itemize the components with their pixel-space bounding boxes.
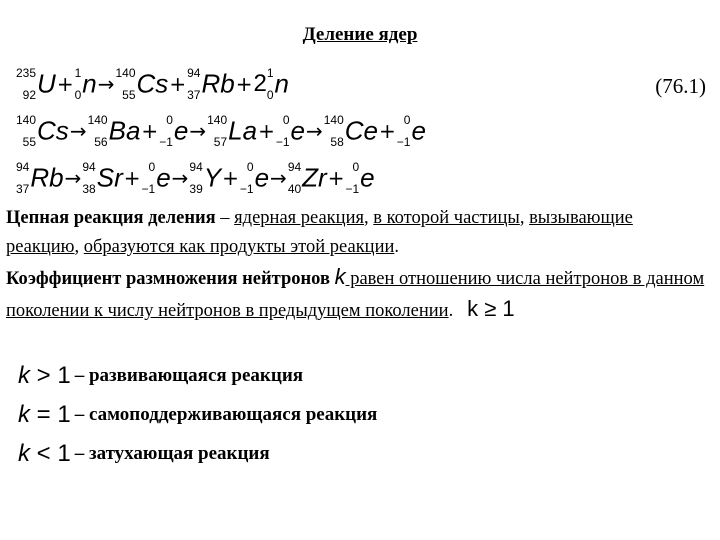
- mass-number: 94: [287, 160, 302, 174]
- mass-number: 94: [82, 160, 96, 174]
- nuclide: [267, 67, 289, 101]
- element-symbol: La: [228, 115, 258, 146]
- plus-operator: +: [56, 72, 74, 96]
- mass-number: 0: [403, 113, 411, 127]
- def-part: образуются как продукты этой реакции: [83, 237, 395, 257]
- mass-number: 140: [207, 113, 228, 127]
- coefficient: 2: [253, 70, 267, 97]
- dash: –: [215, 208, 235, 228]
- arrow-operator: →: [270, 166, 287, 190]
- element-symbol: Rb: [30, 162, 64, 193]
- mass-number: 140: [115, 66, 136, 80]
- nuclide: [187, 67, 235, 101]
- def-part: ядерная реакция: [234, 208, 364, 228]
- plus-operator: +: [169, 72, 187, 96]
- nuclide: [207, 114, 257, 148]
- arrow-operator: →: [64, 166, 82, 190]
- definition-paragraph: [6, 204, 706, 326]
- charge-number: −1: [396, 135, 411, 149]
- mass-number: 235: [16, 66, 37, 80]
- page-title: Деление ядер: [302, 24, 418, 45]
- nuclide: [16, 161, 64, 195]
- def-part: вызывающие реакцию: [6, 208, 633, 257]
- comma: ,: [363, 208, 374, 228]
- element-symbol: U: [37, 68, 56, 99]
- comma: ,: [74, 237, 84, 257]
- mass-number: 94: [189, 160, 203, 174]
- plus-operator: +: [141, 119, 159, 143]
- nuclide: [397, 114, 426, 148]
- nuclide: [159, 114, 188, 148]
- charge-number: −1: [159, 135, 173, 149]
- arrow-operator: →: [189, 119, 207, 143]
- nuclide: [324, 114, 378, 148]
- nuclide: [16, 114, 69, 148]
- element-symbol: Cs: [37, 115, 69, 146]
- condition-var: k: [18, 440, 30, 467]
- charge-number: −1: [239, 182, 254, 196]
- element-symbol: e: [254, 162, 270, 193]
- arrow-operator: →: [305, 119, 323, 143]
- mass-number: 94: [187, 66, 201, 80]
- charge-number: −1: [275, 135, 290, 149]
- k-inequality: k ≥ 1: [467, 296, 515, 321]
- equation-number: (76.1): [655, 74, 706, 98]
- comma: ,: [519, 208, 530, 228]
- nuclide: [16, 67, 56, 101]
- nuclide: [288, 161, 327, 195]
- term-chain-reaction: Цепная реакция деления: [6, 208, 216, 228]
- charge-number: 0: [266, 88, 274, 102]
- plus-operator: +: [235, 72, 253, 96]
- element-symbol: Zr: [302, 162, 327, 193]
- mass-number: 94: [16, 160, 30, 174]
- element-symbol: e: [411, 115, 426, 146]
- def-part: в которой частицы: [373, 208, 520, 228]
- mass-number: 140: [87, 113, 108, 127]
- nuclide: [240, 161, 269, 195]
- mass-number: 0: [352, 160, 360, 174]
- element-symbol: n: [274, 68, 289, 99]
- nuclide: [276, 114, 305, 148]
- charge-number: 0: [74, 88, 82, 102]
- condition-var: k: [18, 401, 30, 428]
- k-variable: k: [334, 264, 346, 289]
- charge-number: 92: [22, 88, 37, 102]
- mass-number: 1: [266, 66, 274, 80]
- charge-number: 40: [287, 182, 302, 196]
- charge-number: −1: [345, 182, 360, 196]
- element-symbol: e: [173, 115, 189, 146]
- nuclide: [345, 161, 374, 195]
- arrow-operator: →: [97, 72, 115, 96]
- element-symbol: Ba: [108, 115, 141, 146]
- condition-relation: = 1: [30, 401, 71, 428]
- element-symbol: Sr: [96, 162, 123, 193]
- arrow-operator: →: [171, 166, 189, 190]
- element-symbol: Rb: [201, 68, 235, 99]
- condition-relation: > 1: [30, 362, 71, 389]
- charge-number: 57: [213, 135, 228, 149]
- mass-number: 0: [246, 160, 254, 174]
- equation-line-1: [16, 64, 289, 104]
- charge-number: 55: [122, 88, 136, 102]
- plus-operator: +: [123, 166, 141, 190]
- equation-line-3: [16, 158, 375, 198]
- equation-line-2: [16, 111, 426, 151]
- nuclide: [88, 114, 141, 148]
- element-symbol: Cs: [136, 68, 169, 99]
- condition-relation: < 1: [30, 440, 71, 467]
- condition-subcritical: [18, 440, 270, 468]
- condition-text: – развивающаяся реакция: [74, 365, 304, 386]
- charge-number: 56: [94, 135, 108, 149]
- term-multiplication-factor: Коэффициент размножения нейтронов: [6, 269, 330, 289]
- period: .: [448, 301, 454, 321]
- nuclide: [116, 67, 169, 101]
- mass-number: 0: [166, 113, 173, 127]
- charge-number: 37: [16, 182, 30, 196]
- plus-operator: +: [327, 166, 345, 190]
- condition-text: – затухающая реакция: [74, 443, 270, 464]
- mass-number: 0: [282, 113, 290, 127]
- plus-operator: +: [379, 119, 396, 143]
- nuclide: [189, 161, 221, 195]
- condition-supercritical: [18, 362, 303, 390]
- condition-critical: [18, 401, 377, 429]
- element-symbol: Y: [203, 162, 222, 193]
- charge-number: 39: [189, 182, 203, 196]
- element-symbol: e: [290, 115, 305, 146]
- period: .: [394, 237, 400, 257]
- element-symbol: Ce: [344, 115, 379, 146]
- charge-number: −1: [141, 182, 156, 196]
- nuclide: [75, 67, 97, 101]
- plus-operator: +: [222, 166, 239, 190]
- condition-var: k: [18, 362, 30, 389]
- nuclide: [142, 161, 171, 195]
- element-symbol: n: [82, 68, 97, 99]
- mass-number: 0: [148, 160, 156, 174]
- plus-operator: +: [258, 119, 275, 143]
- mass-number: 140: [16, 113, 37, 127]
- nuclide: [82, 161, 122, 195]
- condition-text: – самоподдерживающаяся реакция: [74, 404, 378, 425]
- charge-number: 37: [187, 88, 201, 102]
- def-multiplication: равен отношению числа нейтронов в данном поколении к числу нейтронов в предыдущем поколении: [6, 269, 705, 321]
- charge-number: 58: [330, 135, 344, 149]
- mass-number: 140: [323, 113, 344, 127]
- charge-number: 38: [82, 182, 96, 196]
- element-symbol: e: [156, 162, 171, 193]
- arrow-operator: →: [69, 119, 87, 143]
- charge-number: 55: [22, 135, 37, 149]
- element-symbol: e: [360, 162, 375, 193]
- mass-number: 1: [74, 66, 82, 80]
